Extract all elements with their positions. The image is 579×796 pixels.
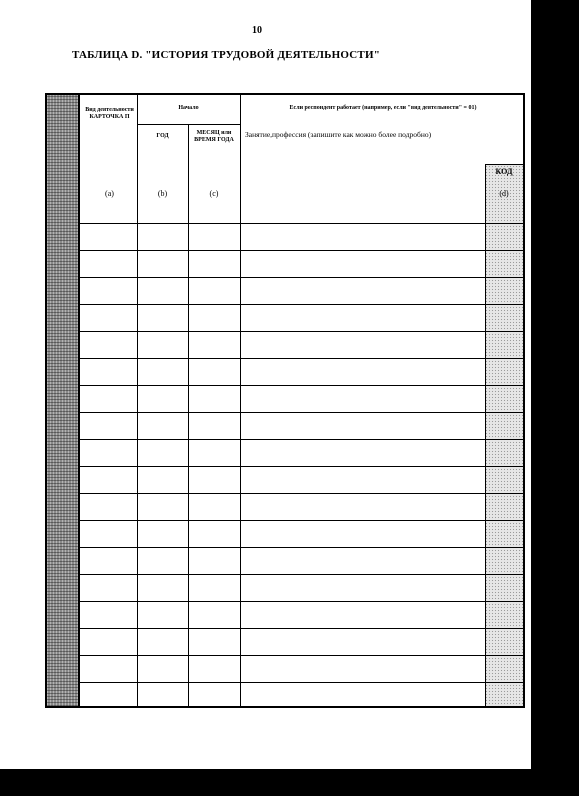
row-line xyxy=(80,331,523,332)
row-line xyxy=(80,412,523,413)
row-line xyxy=(80,601,523,602)
divider-year xyxy=(188,125,189,706)
work-history-table xyxy=(45,93,525,708)
label-c: (c) xyxy=(209,189,219,198)
header-activity-card: Вид деятельности КАРТОЧКА П xyxy=(85,107,134,120)
scan-right-edge xyxy=(531,0,579,796)
divider-code xyxy=(485,165,486,706)
row-line xyxy=(80,493,523,494)
document-title: ТАБЛИЦА D. "ИСТОРИЯ ТРУДОВОЙ ДЕЯТЕЛЬНОСТИ" xyxy=(72,49,381,61)
header-if-working: Если респондент работает (например, если "вид деятельности" = 01) xyxy=(289,105,477,111)
row-line xyxy=(80,304,523,305)
scan-bottom-edge xyxy=(0,769,579,796)
page-number: 10 xyxy=(252,25,262,36)
row-line xyxy=(80,223,523,224)
row-line xyxy=(80,250,523,251)
label-d: (d) xyxy=(499,189,509,198)
header-month-season: МЕСЯЦ или ВРЕМЯ ГОДА xyxy=(194,130,234,143)
label-a: (a) xyxy=(105,189,114,198)
label-b: (b) xyxy=(157,189,168,198)
header-occupation: Занятие,профессия (запишите как можно более подробно) xyxy=(245,130,432,139)
divider-activity xyxy=(137,95,138,706)
header-year: ГОД xyxy=(156,133,169,139)
row-line xyxy=(80,655,523,656)
row-line xyxy=(80,628,523,629)
row-line xyxy=(80,682,523,683)
row-line xyxy=(80,466,523,467)
divider-month xyxy=(240,95,241,706)
shaded-side-strip xyxy=(47,95,80,706)
header-code: КОД xyxy=(495,167,513,176)
row-line xyxy=(80,358,523,359)
row-line xyxy=(80,547,523,548)
row-line xyxy=(80,574,523,575)
start-subheader-line xyxy=(137,124,240,125)
row-line xyxy=(80,277,523,278)
row-line xyxy=(80,520,523,521)
header-start: Начало xyxy=(178,105,199,111)
row-line xyxy=(80,439,523,440)
row-line xyxy=(80,385,523,386)
code-header-line xyxy=(485,164,523,165)
code-column-shading xyxy=(485,165,523,706)
